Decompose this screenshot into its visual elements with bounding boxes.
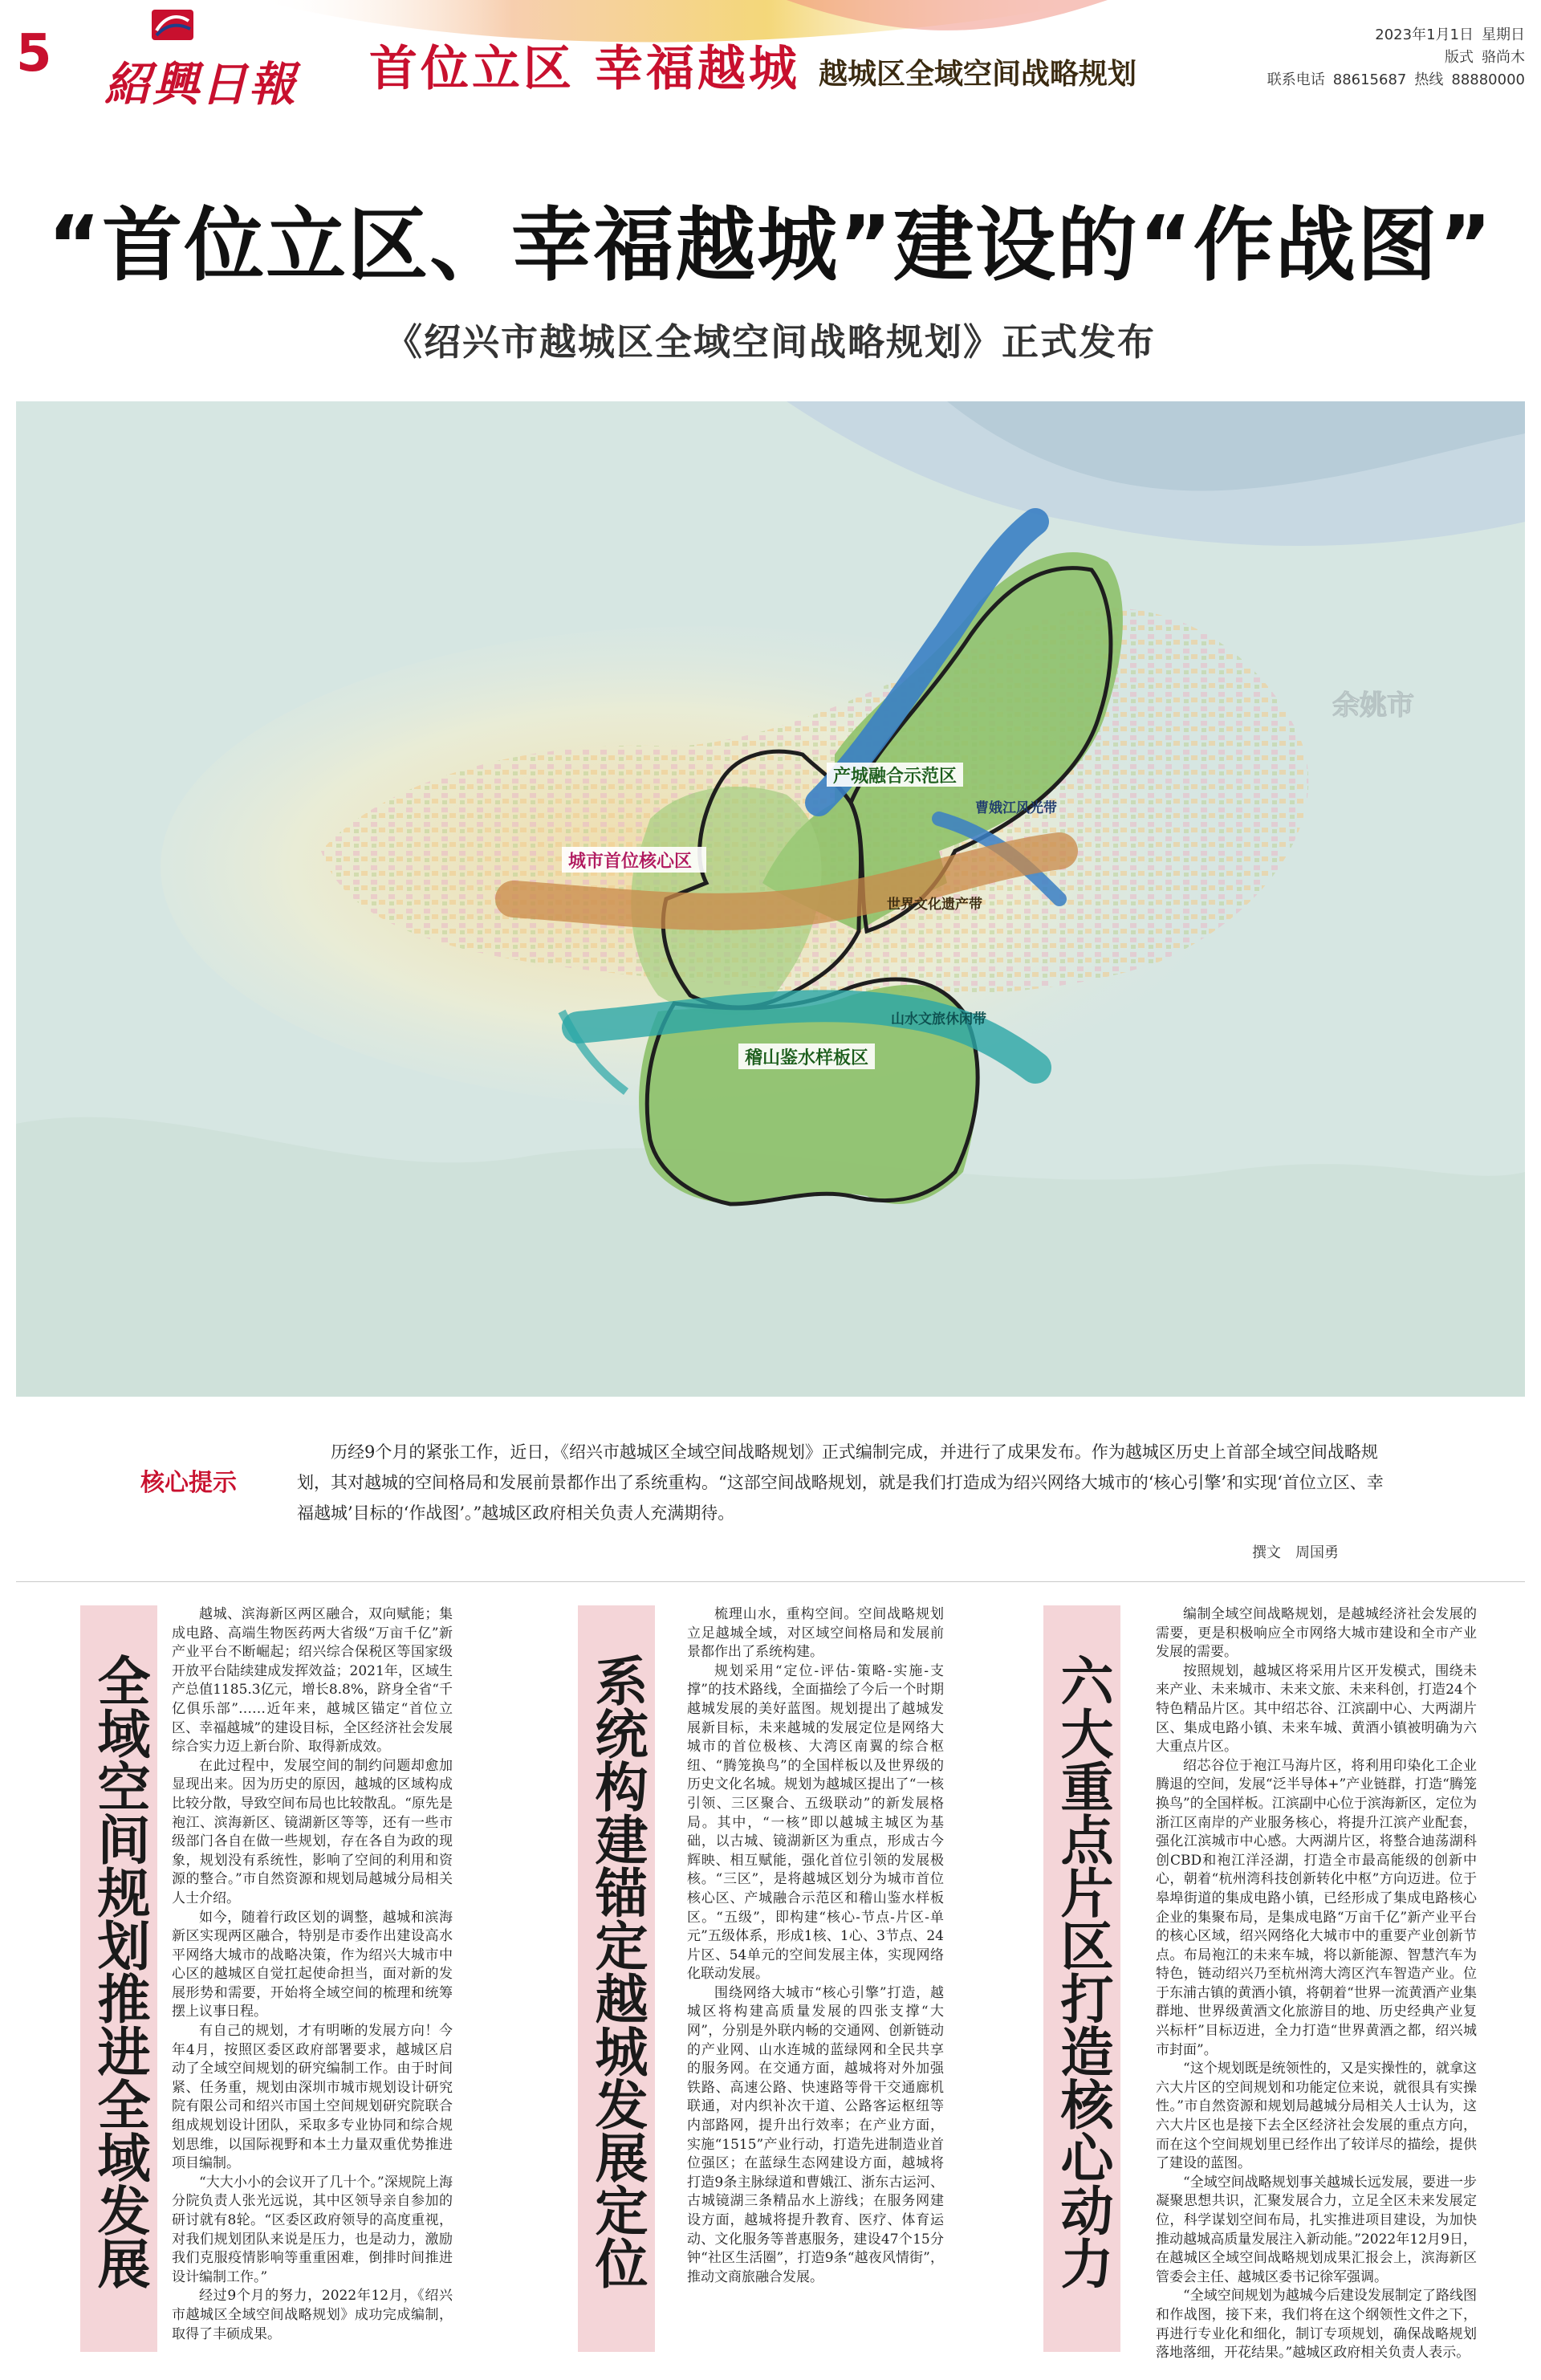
s3-paragraph: 按照规划，越城区将采用片区开发模式，围绕未来产业、未来城市、未来文旅、未来科创，打造24个特色精品片区。其中绍芯谷、江滨副中心、大两湖片区、集成电路小镇、未来车城、黄酒小镇被明确为六大重点片区。 [1156,1662,1477,1756]
s1-paragraph: 经过9个月的努力，2022年12月，《绍兴市越城区全域空间战略规划》成功完成编制，取得了丰硕成果。 [172,2288,453,2342]
s2-paragraph: 围绕网络大城市“核心引擎”打造，越城区将构建高质量发展的四张支撑“大网”，分别是外联内畅的交通网、创新链动的产业网、山水连城的蓝绿网和全民共享的服务网。在交通方面，越城将对外加强铁路、高速公路、快速路等骨干交通廊机联通，对内织补次干道、公路客运枢纽等内部路网，提升出行效率；在产业方面，实施“1515”产业行动，打造先进制造业首位强区；在蓝绿生态网建设方面，越城将打造9条主脉绿道和曹娥江、浙东古运河、古城镜湖三条精品水上游线；在服务网建设方面，越城将提升教育、医疗、体育运动、文化服务等普惠服务，建设47个15分钟“社区生活圈”，打造9条“越夜风情街”，推动文商旅融合发展。 [687,1984,944,2285]
s3-paragraph: “全域空间规划为越城今后建设发展制定了路线图和作战图，接下来，我们将在这个纲领性文件之下，再进行专业化和细化，制订专项规划，确保战略规划落地落细，开花结果。”越城区政府相关负责人表示。 [1156,2288,1477,2362]
map-canvas [16,401,1525,1397]
s1-paragraph: 越城、滨海新区两区融合，双向赋能；集成电路、高端生物医药两大省级“万亩千亿”新产业平台不断崛起；绍兴综合保税区等国家级开放平台陆续建成发挥效益；2021年，区域生产总值1185.3亿元，增长8.8%，跻身全省“千亿俱乐部”……近年来，越城区锚定“首位立区、幸福越城”的建设目标，全区经济社会发展综合实力迈上新台阶、取得新成效。 [172,1606,453,1756]
page-number: 5 [16,24,52,83]
s1-paragraph: 有自己的规划，才有明晰的发展方向！今年4月，按照区委区政府部署要求，越城区启动了全域空间规划的研究编制工作。由于时间紧、任务重，规划由深圳市城市规划设计研究院有限公司和绍兴市国土空间规划研究院联合组成规划设计团队，采取多专业协同和综合规划思维，以国际视野和本土力量双重优势推进项目编制。 [172,2023,453,2172]
s1-paragraph: 在此过程中，发展空间的制约问题却愈加显现出来。因为历史的原因，越城的区域构成比较分散，导致空间布局也比较散乱。“原先是袍江、滨海新区、镜湖新区等等，还有一些市级部门各自在做一些规划，存在各自为政的现象，规划没有系统性，影响了空间的利用和资源的整合。”市自然资源和规划局越城分局相关人士介绍。 [172,1757,453,1906]
contact-phone: 88615687 [1332,71,1407,88]
strategic-plan-map [16,401,1525,1397]
newspaper-name: 紹興日報 [104,57,298,112]
section-2-body [687,1605,944,2368]
masthead [0,0,1541,120]
section-divider [16,1581,1525,1582]
s3-paragraph: 编制全域空间战略规划，是越城经济社会发展的需要，更是积极响应全市网络大城市建设和全市产业发展的需要。 [1156,1606,1477,1661]
newspaper-logo-icon [148,6,197,43]
hotline-label: 热线 [1414,71,1444,88]
hotline-phone: 88880000 [1451,71,1525,88]
section-title: 越城区全域空间战略规划 [819,57,1137,91]
headline: “首位立区、幸福越城”建设的“作战图” [47,198,1494,292]
contact-label: 联系电话 [1267,71,1325,88]
label-industry-city: 产城融合示范区 [833,767,958,787]
section-title-1: 全域空间规划推进全域发展 [80,1605,157,2352]
layout-label: 版式 [1445,49,1474,66]
label-core-area: 城市首位核心区 [568,852,693,872]
issue-info [1259,24,1525,92]
byline: 撰文 周国勇 [1252,1544,1339,1561]
section-1-body [172,1605,453,2368]
s1-paragraph: “大大小小的会议开了几十个。”深规院上海分院负责人张光远说，其中区领导亲自参加的研讨就有8轮。“区委区政府领导的高度重视，对我们规划团队来说是压力，也是动力，激励我们克服疫情影响等重重困难，倒排时间推进设计编制工作。” [172,2174,453,2285]
s1-paragraph: 如今，随着行政区划的调整，越城和滨海新区实现两区融合，特别是市委作出建设高水平网络大城市的战略决策，作为绍兴大城市中心区的越城区自觉扛起使命担当，面对新的发展形势和需要，开始将全域空间的梳理和统筹摆上议事日程。 [172,1909,453,2020]
layout-editor: 骆尚木 [1482,49,1525,66]
s3-paragraph: “全域空间战略规划事关越城长远发展，要进一步凝聚思想共识，汇聚发展合力，立足全区未来发展定位，科学谋划空间布局，扎实推进项目建设，为加快推动越城高质量发展注入新动能。”2022年12月9日，在越城区全域空间战略规划成果汇报会上，滨海新区管委会主任、越城区委书记徐军强调。 [1156,2174,1477,2285]
label-mountain-belt: 山水文旅休闲带 [891,1011,986,1027]
issue-weekday: 星期日 [1482,26,1525,43]
subheadline: 《绍兴市越城区全域空间战略规划》正式发布 [385,320,1156,364]
s3-paragraph: “这个规划既是统领性的，又是实操性的，就拿这六大片区的空间规划和功能定位来说，就很具有实操性。”市自然资源和规划局越城分局相关人士认为，这六大片区也是接下去全区经济社会发展的重点方向，而在这个空间规划里已经作出了较详尽的描绘，提供了建设的蓝图。 [1156,2061,1477,2172]
lead-paragraph: 历经9个月的紧张工作，近日，《绍兴市越城区全域空间战略规划》正式编制完成，并进行了成果发布。作为越城区历史上首部全域空间战略规划，其对越城的空间格局和发展前景都作出了系统重构。“这部空间战略规划，就是我们打造成为绍兴网络大城市的‘核心引擎’和实现‘首位立区、幸福越城’目标的‘作战图’。”越城区政府相关负责人充满期待。 [297,1442,1384,1523]
label-jishan: 稽山鉴水样板区 [745,1048,869,1068]
label-yuyao: 余姚市 [1332,690,1414,722]
section-title-3: 六大重点片区打造核心动力 [1043,1605,1120,2352]
s2-paragraph: 梳理山水，重构空间。空间战略规划立足越城全域，对区域空间格局和发展前景都作出了系统构建。 [687,1606,944,1661]
core-tip-label: 核心提示 [140,1469,237,1497]
section-title-2: 系统构建锚定越城发展定位 [578,1605,655,2352]
label-heritage-belt: 世界文化遗产带 [887,897,982,913]
section-slogan: 首位立区 幸福越城 [369,41,800,97]
label-caoe-river: 曹娥江风光带 [975,800,1057,816]
s3-paragraph: 绍芯谷位于袍江马海片区，将利用印染化工企业腾退的空间，发展“泛半导体+”产业链群，打造“腾笼换鸟”的全国样板。江滨副中心位于滨海新区，定位为浙江区南岸的产业服务核心，将提升江滨产业配套，强化江滨城市中心感。大两湖片区，将整合迪荡湖科创CBD和袍江洋泾湖，打造全市最高能级的创新中心，朝着“杭州湾科技创新转化中枢”方向迈进。位于皋埠街道的集成电路小镇，已经形成了集成电路核心企业的集聚布局，是集成电路“万亩千亿”新产业平台的核心区域，绍兴网络化大城市中的重要产业创新节点。布局袍江的未来车城，将以新能源、智慧汽车为特色，链动绍兴乃至杭州湾大湾区汽车智造产业。位于东浦古镇的黄酒小镇，将朝着“世界一流黄酒产业集群地、世界级黄酒文化旅游目的地、历史经典产业复兴标杆”目标迈进，全力打造“世界黄酒之都，绍兴城市封面”。 [1156,1757,1477,2058]
section-3-body [1156,1605,1477,2368]
issue-date: 2023年1月1日 [1375,26,1474,43]
s2-paragraph: 规划采用“定位-评估-策略-实施-支撑”的技术路线，全面描绘了今后一个时期越城发展的美好蓝图。规划提出了越城发展新目标，未来越城的发展定位是网络大城市的首位极核、大湾区南翼的综合枢纽、“腾笼换鸟”的全国样板以及世界级的历史文化名城。规划为越城区提出了“一核引领、三区聚合、五级联动”的新发展格局。其中，“一核”即以越城主城区为基础，以古城、镜湖新区为重点，形成古今辉映、相互赋能，强化首位引领的发展极核。“三区”，是将越城区划分为城市首位核心区、产城融合示范区和稽山鉴水样板区。“五级”，即构建“核心-节点-片区-单元”五级体系，形成1核、1心、3节点、24片区、54单元的空间发展主体，实现网络化联动发展。 [687,1662,944,1983]
